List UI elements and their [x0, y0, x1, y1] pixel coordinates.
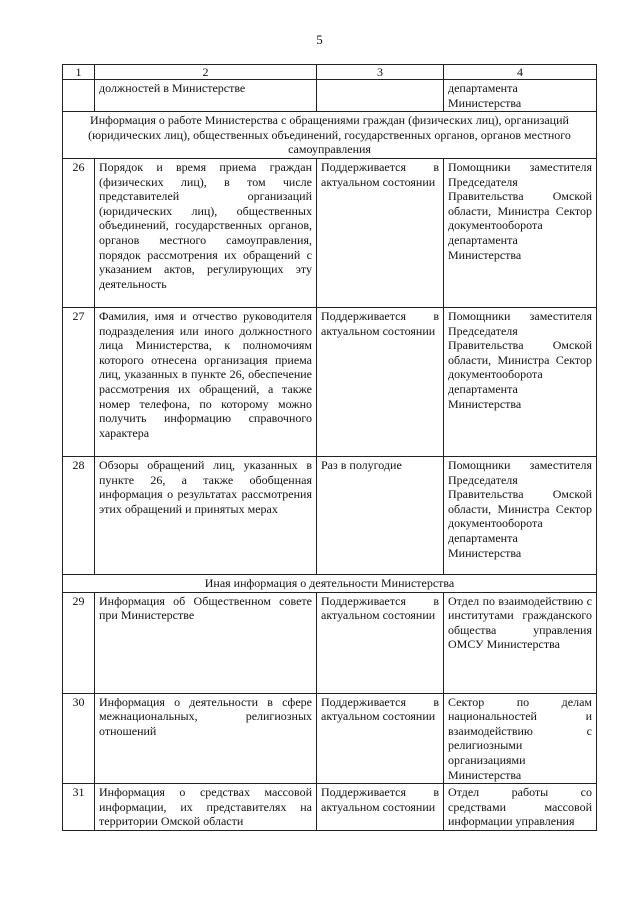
column-number-row [63, 65, 597, 80]
period-cell: Поддерживается в актуальном состоянии [317, 693, 444, 784]
responsible-cell: Отдел по взаимодействию с институтами гражданского общества управления ОМСУ Министерства [444, 592, 597, 693]
row-number: 28 [63, 456, 95, 574]
row-number: 30 [63, 693, 95, 784]
table-row [63, 158, 597, 307]
row-number: 26 [63, 158, 95, 307]
table-row [63, 307, 597, 456]
table-row [63, 693, 597, 784]
responsible-cell: Отдел работы со средствами массовой информации управления [444, 784, 597, 831]
row-number: 29 [63, 592, 95, 693]
info-cell: Порядок и время приема граждан (физических лиц), в том числе представителей организаций (юридических лиц), общественных объединений, государственных органов, органов местного самоуправления, порядок рассмотрения их обращений с указанием актов, регулирующих эту деятельность [95, 158, 317, 307]
information-table [62, 64, 597, 831]
period-cell: Поддерживается в актуальном состоянии [317, 158, 444, 307]
continued-row [63, 80, 597, 112]
section-heading-row [63, 574, 597, 592]
section-heading-other-info: Иная информация о деятельности Министерства [63, 574, 597, 592]
row-number: 31 [63, 784, 95, 831]
page-number: 5 [316, 32, 323, 47]
info-cell: Обзоры обращений лиц, указанных в пункте 26, а также обобщенная информация о результатах рассмотрения этих обращений и принятых мерах [95, 456, 317, 574]
info-cell: Информация о средствах массовой информации, их представителях на территории Омской области [95, 784, 317, 831]
responsible-cell: Помощники заместителя Председателя Правительства Омской области, Министра Сектор документооборота департамента Министерства [444, 158, 597, 307]
info-cell: Информация об Общественном совете при Министерстве [95, 592, 317, 693]
responsible-cell: Помощники заместителя Председателя Правительства Омской области, Министра Сектор документооборота департамента Министерства [444, 307, 597, 456]
period-cell [317, 80, 444, 112]
table-row [63, 456, 597, 574]
info-cell: должностей в Министерстве [95, 80, 317, 112]
row-number: 27 [63, 307, 95, 456]
responsible-cell: департамента Министерства [444, 80, 597, 112]
column-number-2: 2 [95, 65, 317, 80]
period-cell: Поддерживается в актуальном состоянии [317, 592, 444, 693]
table-row [63, 592, 597, 693]
column-number-4: 4 [444, 65, 597, 80]
info-cell: Фамилия, имя и отчество руководителя подразделения или иного должностного лица Министерства, к полномочиям которого отнесена организация приема лиц, указанных в пункте 26, обеспечение рассмотрения их обращений, а также номер телефона, по которому можно получить информацию справочного характера [95, 307, 317, 456]
table-row [63, 784, 597, 831]
period-cell: Поддерживается в актуальном состоянии [317, 784, 444, 831]
period-cell: Раз в полугодие [317, 456, 444, 574]
row-number [63, 80, 95, 112]
column-number-1: 1 [63, 65, 95, 80]
period-cell: Поддерживается в актуальном состоянии [317, 307, 444, 456]
column-number-3: 3 [317, 65, 444, 80]
section-heading-citizen-appeals: Информация о работе Министерства с обращениями граждан (физических лиц), организаций (юридических лиц), общественных объединений, государственных органов, органов местного самоуправления [63, 112, 597, 159]
section-heading-row [63, 112, 597, 159]
responsible-cell: Помощники заместителя Председателя Правительства Омской области, Министра Сектор документооборота департамента Министерства [444, 456, 597, 574]
responsible-cell: Сектор по делам национальностей и взаимодействию с религиозными организациями Министерства [444, 693, 597, 784]
info-cell: Информация о деятельности в сфере межнациональных, религиозных отношений [95, 693, 317, 784]
